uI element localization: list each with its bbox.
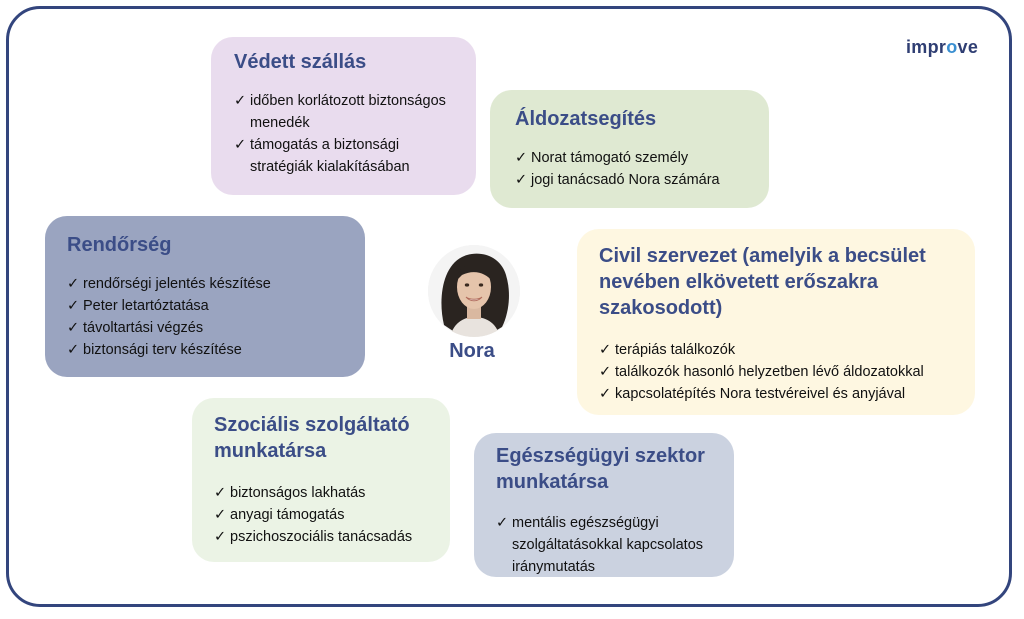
- center-person: [428, 245, 522, 365]
- item-text: biztonságos lakhatás: [230, 485, 366, 501]
- checkmark-icon: ✓: [599, 364, 612, 380]
- list-item: [599, 383, 955, 405]
- item-text: távoltartási végzés: [83, 320, 204, 336]
- logo-text-start: impr: [906, 37, 947, 57]
- box-title: Rendőrség: [67, 234, 172, 256]
- item-text: időben korlátozott biztonságos menedék: [250, 93, 446, 131]
- list-item: [496, 512, 716, 578]
- list-item: [214, 526, 430, 548]
- item-text: pszichoszociális tanácsadás: [230, 529, 413, 545]
- logo-text-end: ve: [957, 37, 979, 57]
- box-title: Szociális szolgáltató munkatársa: [214, 414, 410, 462]
- checkmark-icon: ✓: [67, 342, 80, 358]
- item-list: [67, 273, 345, 361]
- list-item: [67, 295, 345, 317]
- logo-text-o: o: [946, 37, 958, 57]
- box-szocialis-szolgaltato: [192, 398, 450, 562]
- checkmark-icon: ✓: [496, 515, 509, 531]
- nora-avatar-icon: [428, 245, 520, 337]
- list-item: [214, 482, 430, 504]
- checkmark-icon: ✓: [67, 320, 80, 336]
- list-item: [599, 339, 955, 361]
- list-item: [599, 361, 955, 383]
- box-aldozatsegites: [490, 90, 769, 208]
- list-item: [234, 134, 456, 178]
- list-item: [234, 90, 456, 134]
- item-list: [496, 512, 716, 578]
- list-item: [67, 317, 345, 339]
- improve-logo: [906, 37, 978, 58]
- item-text: anyagi támogatás: [230, 507, 345, 523]
- box-civil-szervezet: [577, 229, 975, 415]
- box-title: Civil szervezet (amelyik a becsület nevében elkövetett erőszakra szakosodott): [599, 245, 926, 319]
- list-item: [515, 147, 749, 169]
- checkmark-icon: ✓: [67, 276, 80, 292]
- checkmark-icon: ✓: [515, 172, 528, 188]
- item-text: biztonsági terv készítése: [83, 342, 242, 358]
- checkmark-icon: ✓: [214, 529, 227, 545]
- checkmark-icon: ✓: [515, 150, 528, 166]
- checkmark-icon: ✓: [67, 298, 80, 314]
- item-text: Norat támogató személy: [531, 150, 689, 166]
- item-text: terápiás találkozók: [615, 342, 736, 358]
- item-text: rendőrségi jelentés készítése: [83, 276, 271, 292]
- checkmark-icon: ✓: [599, 386, 612, 402]
- list-item: [515, 169, 749, 191]
- list-item: [214, 504, 430, 526]
- box-title: Egészségügyi szektor munkatársa: [496, 445, 705, 493]
- item-text: kapcsolatépítés Nora testvéreivel és anyjával: [615, 386, 906, 402]
- box-title: Védett szállás: [234, 51, 367, 73]
- item-list: [214, 482, 430, 548]
- item-list: [234, 90, 456, 178]
- box-egeszsegugyi-szektor: [474, 433, 734, 577]
- item-text: Peter letartóztatása: [83, 298, 209, 314]
- box-vedett-szallas: [211, 37, 476, 195]
- checkmark-icon: ✓: [234, 93, 247, 109]
- item-list: [515, 147, 749, 191]
- box-title: Áldozatsegítés: [515, 108, 657, 130]
- checkmark-icon: ✓: [214, 485, 227, 501]
- item-text: találkozók hasonló helyzetben lévő áldozatokkal: [615, 364, 924, 380]
- nora-label: Nora: [449, 340, 495, 362]
- list-item: [67, 273, 345, 295]
- item-text: jogi tanácsadó Nora számára: [531, 172, 720, 188]
- checkmark-icon: ✓: [234, 137, 247, 153]
- checkmark-icon: ✓: [214, 507, 227, 523]
- box-rendorseg: [45, 216, 365, 377]
- item-text: mentális egészségügyi szolgáltatásokkal kapcsolatos iránymutatás: [512, 515, 704, 575]
- item-text: támogatás a biztonsági stratégiák kialakításában: [250, 137, 410, 175]
- list-item: [67, 339, 345, 361]
- checkmark-icon: ✓: [599, 342, 612, 358]
- item-list: [599, 339, 955, 405]
